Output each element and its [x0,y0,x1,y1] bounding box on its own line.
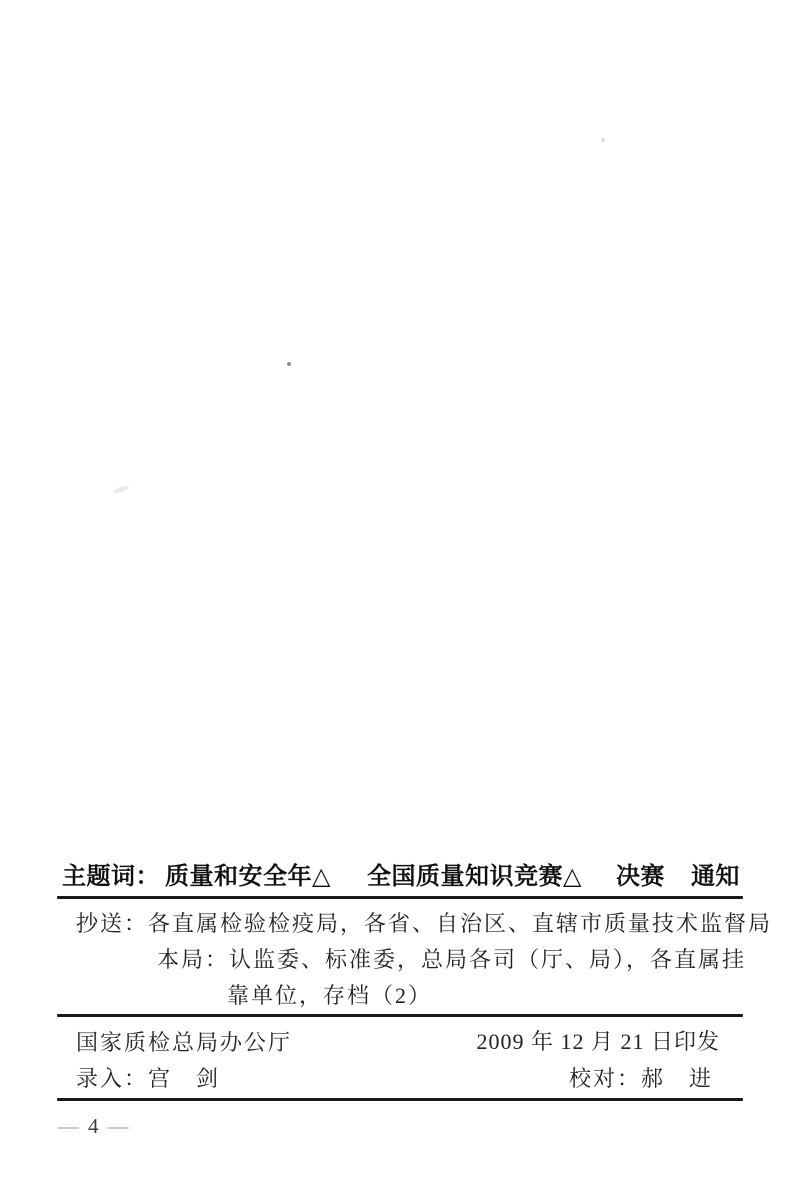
page-number-dash: — [107,1114,129,1138]
subject-keyword: 决赛 [615,863,665,890]
page-number-value: 4 [88,1114,99,1138]
cc-line-2: 本局：认监委、标准委，总局各司（厅、局），各直属挂 [157,947,747,972]
print-date: 2009 年 12 月 21 日印发 [476,1029,720,1054]
subject-keyword: 全国质量知识竞赛△ [366,863,582,890]
proofreader-entry: 校对：郝 进 [568,1066,713,1091]
subject-label: 主题词： [62,863,160,890]
cc-line-3: 靠单位，存档（2） [227,983,433,1008]
scan-speck [113,485,130,495]
scan-speck [287,362,291,366]
subject-keywords-line [62,861,740,893]
bottom-rule [57,1098,743,1101]
cc-line-1: 抄送：各直属检验检疫局，各省、自治区、直辖市质量技术监督局 [76,911,773,936]
subject-divider-rule [57,896,743,899]
scan-speck [601,138,605,142]
page-number [58,1114,129,1138]
subject-keyword: 质量和安全年△ [165,863,331,890]
page-number-dash: — [58,1114,79,1138]
imprint-divider-rule [57,1014,743,1017]
subject-keyword: 通知 [690,863,740,890]
typist-entry: 录入：宫 剑 [76,1066,221,1091]
issuing-office: 国家质检总局办公厅 [76,1030,293,1055]
